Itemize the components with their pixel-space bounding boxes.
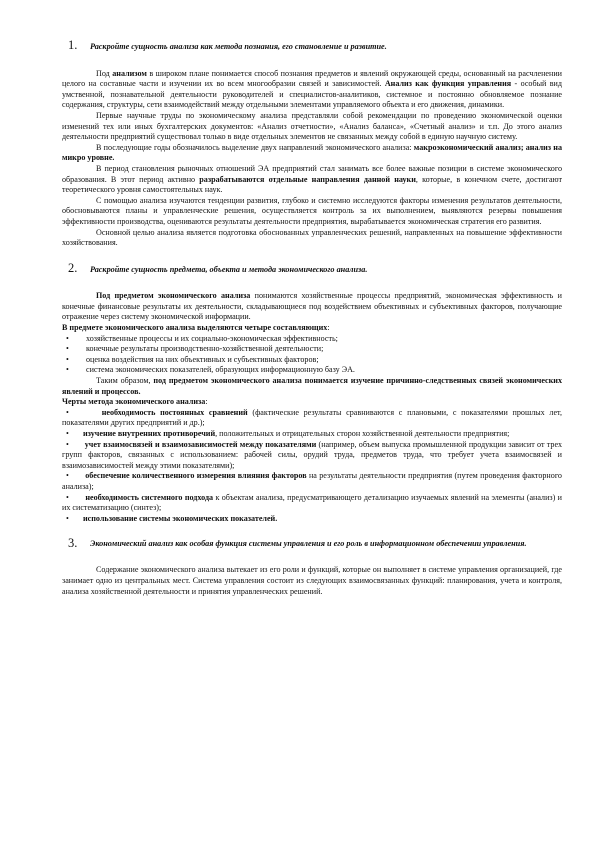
section-3-heading	[68, 538, 562, 549]
s1-paragraph-3: В последующие годы обозначилось выделение двух направлений экономического анализа: макроэкономический анализ; анализ на микро уровне.	[62, 142, 562, 163]
section-1-title: Раскройте сущность анализа как метода познания, его становление и развитие.	[90, 42, 387, 51]
s1-paragraph-2: Первые научные труды по экономическому анализа представляли собой рекомендации по проведению экономической оценки изменений тех или иных бухгалтерских документов: «Анализ отчетности», «Анализ баланса», «Счетный анализ» и т.п. До этого анализ деятельности предприятий существовал только в виде отдельных элементов не связанных между собой в единую научную систему.	[62, 110, 562, 142]
s1-paragraph-6: Основной целью анализа является подготовка обоснованных управленческих решений, направленных на повышение эффективности хозяйствования.	[62, 227, 562, 248]
bullet-icon: •	[66, 333, 69, 343]
s2-paragraph-1: Под предметом экономического анализа понимаются хозяйственные процессы предприятий, экономическая эффективность и конечные финансовые результаты их деятельности, складывающиеся под воздействием объективных и субъективных факторов, получающие отражение через систему экономической информации.	[62, 291, 562, 322]
bullet-icon: •	[66, 513, 69, 523]
s2-summary: Таким образом, под предметом экономического анализа понимается изучение причинно-следственных связей экономических явлений и процессов.	[62, 376, 562, 396]
s1-paragraph-1: Под анализом в широком плане понимается способ познания предметов и явлений окружающей среды, основанный на расчленении целого на составные части и изучении их во всем многообразии связей и зависимостей. Анализ как функция управления - особый вид умственной, познавательной деятельности руководителей и специалистов-аналитиков, системное и постоянно обновляемое познание содержания, структуры, сети взаимодействий между отдельными элементами управляемого объекта и его движения, динамики.	[62, 68, 563, 110]
section-3-title: Экономический анализ как особая функция системы управления и его роль в информационном обеспечении управления.	[90, 539, 527, 549]
bullet-icon: •	[66, 471, 69, 481]
bullet-icon: •	[66, 365, 69, 375]
component-item: • система экономических показателей, образующих информационную базу ЭА.	[62, 365, 562, 376]
trait-item: • использование системы экономических показателей.	[66, 513, 278, 523]
bullet-icon: •	[66, 344, 69, 354]
section-1-number: 1.	[68, 38, 78, 52]
bullet-icon: •	[66, 407, 69, 417]
trait-item: • обеспечение количественного измерения влияния факторов на результаты деятельности предприятия (путем проведения факторного анализа);	[62, 471, 562, 491]
trait-item: • изучение внутренних противоречий, положительных и отрицательных сторон хозяйственной деятельности предприятия;	[66, 429, 510, 438]
bullet-icon: •	[66, 354, 69, 364]
s1-paragraph-5: С помощью анализа изучаются тенденции развития, глубоко и системно исследуются факторы изменения результатов деятельности, обосновываются планы и управленческие решения, осуществляется контроль за их выполнением, выявляются резервы повышения эффективности производства, оцениваются результаты деятельности предприятия, вырабатывается экономическая стратегия его развития.	[62, 195, 562, 226]
s3-paragraph-1: Содержание экономического анализа вытекает из его роли и функций, которые он выполняет в системе управления организацией, где занимает одно из центральных мест. Система управления состоит из следующих взаимосвязанных функций: планирования, учета и контроля, анализа хозяйственной деятельности и принятия управленческих решений.	[62, 565, 562, 596]
s1-paragraph-4: В период становления рыночных отношений ЭА предприятий стал занимать все более важные позиции в системе экономического образования. В этот период активно разрабатываются отдельные направления данной науки, которые, в конечном счете, достигают теоретического уровня самостоятельных наук.	[62, 163, 563, 195]
section-2-number: 2.	[68, 260, 78, 275]
bullet-icon: •	[66, 429, 69, 438]
component-item: • хозяйственные процессы и их социально-экономическая эффективность;	[62, 334, 562, 345]
section-3-number: 3.	[68, 536, 78, 551]
component-item: • конечные результаты производственно-хозяйственной деятельности;	[62, 344, 562, 355]
component-item: • оценка воздействия на них объективных и субъективных факторов;	[62, 355, 562, 366]
section-2-heading	[68, 260, 562, 276]
traits-title: Черты метода экономического анализа:	[62, 397, 208, 407]
bullet-icon: •	[66, 492, 69, 502]
trait-item: • учет взаимосвязей и взаимозависимостей между показателями (например, объем выпуска промышленной продукции зависит от трех групп факторов, связанных с использованием: рабочей силы, орудий труда, предметов труда, что требует учета взаимосвязей и взаимозависимостей между этими показателями);	[62, 439, 562, 470]
section-2-title: Раскройте сущность предмета, объекта и метода экономического анализа.	[90, 264, 368, 274]
trait-item: • необходимость системного подхода к объектам анализа, предусматривающего детализацию изучаемых явлений на элементы (анализ) и их систематизацию (синтез);	[62, 492, 562, 513]
section-1-heading	[68, 40, 562, 53]
bullet-icon: •	[66, 439, 69, 449]
trait-item: • необходимость постоянных сравнений (фактические результаты сравниваются с плановыми, с показателями прошлых лет, показателями других предприятий и др.);	[62, 407, 562, 428]
components-title: В предмете экономического анализа выделяются четыре составляющих:	[62, 323, 330, 333]
